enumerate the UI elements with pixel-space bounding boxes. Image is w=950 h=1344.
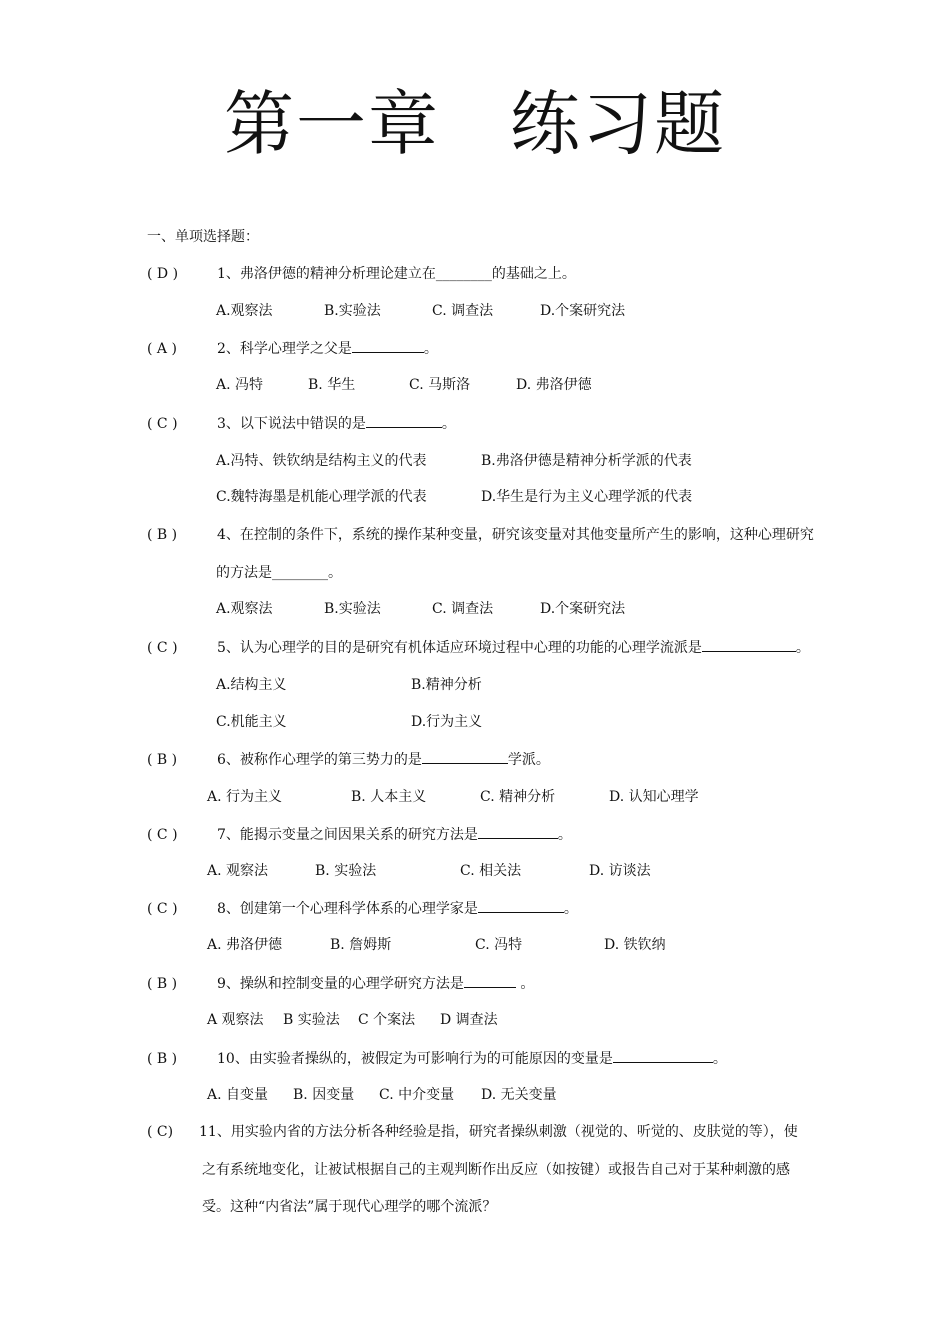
question-10 — [147, 1047, 727, 1070]
answer-3: ( C ) — [147, 416, 178, 432]
option-1a: A.观察法 — [216, 303, 273, 319]
options-6 — [207, 786, 807, 808]
answer-blank — [422, 748, 508, 764]
option-10b: B. 因变量 — [293, 1087, 355, 1103]
option-5c: C.机能主义 — [216, 714, 287, 730]
option-10a: A. 自变量 — [207, 1087, 269, 1103]
options-9 — [207, 1009, 807, 1031]
option-9a: A 观察法 — [207, 1012, 264, 1028]
answer-7: ( C ) — [147, 827, 178, 843]
answer-8: ( C ) — [147, 901, 178, 917]
option-5a: A.结构主义 — [216, 677, 287, 693]
option-5b: B.精神分析 — [411, 677, 482, 693]
question-6-pre: 6、被称作心理学的第三势力的是 — [217, 752, 422, 768]
answer-blank — [613, 1047, 713, 1063]
answer-10: ( B ) — [147, 1051, 178, 1067]
question-2-post: 。 — [423, 341, 438, 357]
option-4d: D.个案研究法 — [540, 601, 626, 617]
option-2d: D. 弗洛伊德 — [516, 377, 592, 393]
question-10-post: 。 — [712, 1051, 727, 1067]
option-1c: C. 调查法 — [432, 303, 494, 319]
question-10-pre: 10、由实验者操纵的，被假定为可影响行为的可能原因的变量是 — [217, 1051, 613, 1067]
question-11 — [147, 1121, 798, 1143]
question-7-pre: 7、能揭示变量之间因果关系的研究方法是 — [217, 827, 478, 843]
question-2 — [147, 337, 438, 360]
answer-2: ( A ) — [147, 341, 177, 357]
option-9d: D 调查法 — [440, 1012, 498, 1028]
option-7a: A. 观察法 — [207, 863, 269, 879]
question-6-post: 学派。 — [507, 752, 550, 768]
option-10c: C. 中介变量 — [379, 1087, 455, 1103]
option-2c: C. 马斯洛 — [409, 377, 471, 393]
answer-blank — [478, 823, 558, 839]
option-5d: D.行为主义 — [411, 714, 483, 730]
section-heading: 一、单项选择题： — [147, 229, 259, 245]
option-6a: A. 行为主义 — [207, 789, 283, 805]
answer-5: ( C ) — [147, 640, 178, 656]
option-8b: B. 詹姆斯 — [330, 937, 392, 953]
page-title — [0, 80, 950, 168]
options-1 — [216, 300, 816, 322]
question-7-post: 。 — [557, 827, 572, 843]
options-3-row2 — [216, 486, 816, 508]
answer-blank — [478, 897, 564, 913]
options-3-row1 — [216, 450, 816, 472]
options-8 — [207, 934, 807, 956]
option-6d: D. 认知心理学 — [609, 789, 699, 805]
question-2-pre: 2、科学心理学之父是 — [217, 341, 352, 357]
question-3-post: 。 — [441, 416, 456, 432]
question-5-pre: 5、认为心理学的目的是研究有机体适应环境过程中心理的功能的心理学流派是 — [217, 640, 702, 656]
question-11-cont2: 受。这种“内省法”属于现代心理学的哪个流派？ — [202, 1199, 497, 1215]
option-6b: B. 人本主义 — [351, 789, 427, 805]
options-5-row2 — [216, 711, 816, 733]
option-1d: D.个案研究法 — [540, 303, 626, 319]
question-9-post: 。 — [515, 976, 535, 992]
question-8-post: 。 — [563, 901, 578, 917]
question-5 — [147, 636, 810, 659]
option-3d: D.华生是行为主义心理学派的代表 — [481, 489, 693, 505]
answer-blank — [702, 636, 796, 652]
question-9-pre: 9、操纵和控制变量的心理学研究方法是 — [217, 976, 464, 992]
options-7 — [207, 860, 807, 882]
question-6 — [147, 748, 550, 771]
title-exercise: 练习题 — [510, 83, 726, 165]
option-1b: B.实验法 — [324, 303, 381, 319]
question-4-text: 4、在控制的条件下，系统的操作某种变量，研究该变量对其他变量所产生的影响，这种心理研究 — [217, 527, 814, 543]
option-2a: A. 冯特 — [216, 377, 264, 393]
answer-blank — [352, 337, 424, 353]
option-8a: A. 弗洛伊德 — [207, 937, 283, 953]
question-4-cont: 的方法是________。 — [216, 565, 342, 581]
answer-11: ( C) — [147, 1124, 174, 1140]
question-8 — [147, 897, 578, 920]
option-6c: C. 精神分析 — [480, 789, 556, 805]
title-chapter: 第一章 — [224, 83, 440, 165]
answer-9: ( B ) — [147, 976, 178, 992]
option-4b: B.实验法 — [324, 601, 381, 617]
options-2 — [216, 374, 816, 396]
option-7d: D. 访谈法 — [589, 863, 651, 879]
question-9 — [147, 972, 534, 995]
option-3a: A.冯特、铁钦纳是结构主义的代表 — [216, 453, 427, 469]
answer-4: ( B ) — [147, 527, 178, 543]
option-7c: C. 相关法 — [460, 863, 522, 879]
option-4a: A.观察法 — [216, 601, 273, 617]
answer-blank — [464, 972, 516, 988]
question-4 — [147, 524, 814, 546]
question-7 — [147, 823, 572, 846]
answer-1: ( D ) — [147, 266, 179, 282]
question-11-text: 11、用实验内省的方法分析各种经验是指，研究者操纵刺激（视觉的、听觉的、皮肤觉的等），使 — [199, 1124, 798, 1140]
option-9c: C 个案法 — [358, 1012, 416, 1028]
option-2b: B. 华生 — [308, 377, 356, 393]
option-8d: D. 铁钦纳 — [604, 937, 666, 953]
question-3-pre: 3、以下说法中错误的是 — [217, 416, 366, 432]
answer-blank — [366, 412, 442, 428]
option-3b: B.弗洛伊德是精神分析学派的代表 — [481, 453, 692, 469]
options-10 — [207, 1084, 807, 1106]
question-3 — [147, 412, 456, 435]
question-5-post: 。 — [795, 640, 810, 656]
option-8c: C. 冯特 — [475, 937, 523, 953]
question-8-pre: 8、创建第一个心理科学体系的心理学家是 — [217, 901, 478, 917]
question-11-cont1: 之有系统地变化，让被试根据自己的主观判断作出反应（如按键）或报告自己对于某种刺激的感 — [202, 1162, 790, 1178]
option-9b: B 实验法 — [283, 1012, 340, 1028]
options-4 — [216, 598, 816, 620]
answer-6: ( B ) — [147, 752, 178, 768]
question-1 — [147, 263, 576, 285]
option-10d: D. 无关变量 — [481, 1087, 557, 1103]
option-7b: B. 实验法 — [315, 863, 377, 879]
question-1-text: 1、弗洛伊德的精神分析理论建立在________的基础之上。 — [217, 266, 576, 282]
option-4c: C. 调查法 — [432, 601, 494, 617]
options-5-row1 — [216, 674, 816, 696]
option-3c: C.魏特海墨是机能心理学派的代表 — [216, 489, 427, 505]
